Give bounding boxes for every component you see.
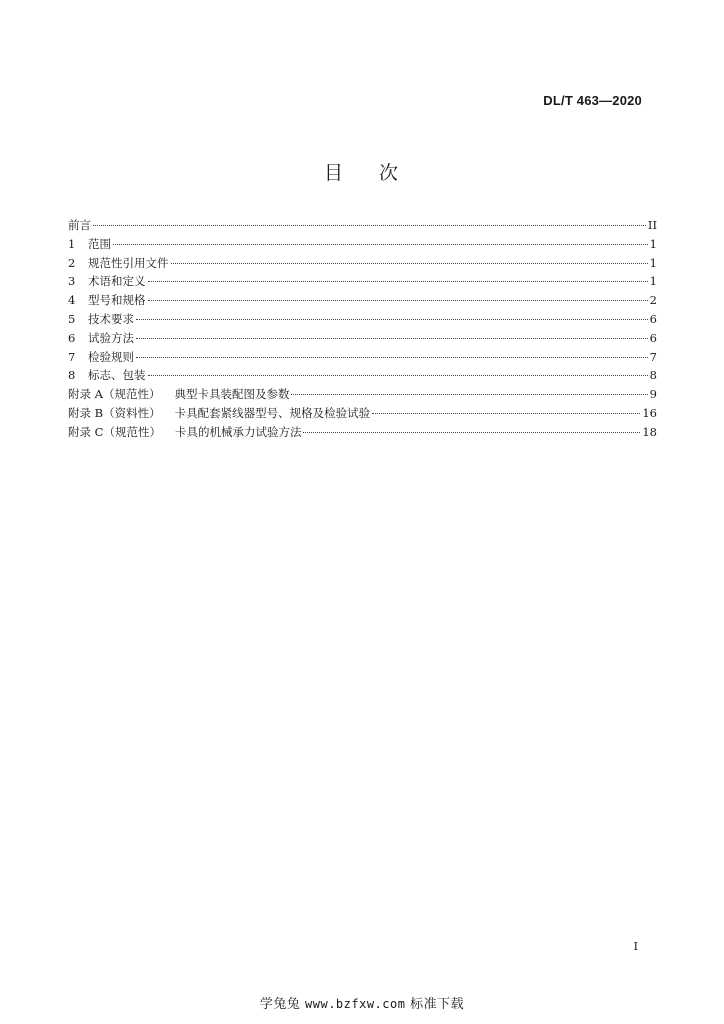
dot-leader bbox=[303, 432, 640, 433]
toc-entry-label: 典型卡具装配图及参数 bbox=[174, 387, 290, 402]
toc-entry-label: 卡具配套紧线器型号、规格及检验试验 bbox=[174, 405, 371, 420]
toc-entry-page: 1 bbox=[649, 274, 657, 289]
toc-entry-test-methods[interactable] bbox=[68, 329, 657, 348]
dot-leader bbox=[136, 357, 648, 358]
toc-entry-label: 型号和规格 bbox=[88, 293, 146, 308]
toc-entry-page: 1 bbox=[649, 236, 657, 251]
toc-entry-terms[interactable] bbox=[68, 272, 657, 291]
toc-entry-number: 5 bbox=[68, 311, 76, 326]
toc-entry-appendix-tag: 附录 C（规范性） bbox=[68, 424, 161, 439]
toc-entry-page: 6 bbox=[649, 330, 657, 345]
toc-entry-page: 9 bbox=[649, 387, 657, 402]
toc-entry-page: 16 bbox=[642, 405, 657, 420]
toc-entry-inspection-rules[interactable] bbox=[68, 348, 657, 367]
watermark-prefix: 学兔兔 bbox=[259, 997, 301, 1012]
toc-entry-marking-packaging[interactable] bbox=[68, 366, 657, 385]
dot-leader bbox=[148, 375, 648, 376]
toc-entry-number: 4 bbox=[68, 293, 76, 308]
toc-title-left: 目 bbox=[323, 162, 345, 184]
toc-entry-page: 8 bbox=[649, 368, 657, 383]
toc-entry-label: 技术要求 bbox=[88, 311, 134, 326]
toc-entry-label: 规范性引用文件 bbox=[88, 255, 169, 270]
dot-leader bbox=[148, 300, 648, 301]
dot-leader bbox=[372, 413, 640, 414]
toc-entry-page: 6 bbox=[649, 311, 657, 326]
dot-leader bbox=[171, 263, 648, 264]
toc-entry-foreword[interactable] bbox=[68, 216, 657, 235]
toc-entry-label: 术语和定义 bbox=[88, 274, 146, 289]
toc-entry-scope[interactable] bbox=[68, 235, 657, 254]
toc-title-right: 次 bbox=[379, 162, 401, 184]
toc-entry-normative-references[interactable] bbox=[68, 254, 657, 273]
dot-leader bbox=[136, 319, 648, 320]
dot-leader bbox=[136, 338, 648, 339]
toc-entry-page: 2 bbox=[649, 293, 657, 308]
toc-entry-appendix-b[interactable] bbox=[68, 404, 657, 423]
toc-entry-label: 标志、包装 bbox=[88, 368, 146, 383]
toc-entry-page: II bbox=[647, 218, 657, 232]
toc-entry-label: 试验方法 bbox=[88, 330, 134, 345]
toc-entry-page: 1 bbox=[649, 255, 657, 270]
dot-leader bbox=[93, 225, 646, 226]
watermark-url[interactable]: www.bzfxw.com bbox=[305, 997, 406, 1011]
dot-leader bbox=[291, 394, 647, 395]
toc-entry-label: 卡具的机械承力试验方法 bbox=[174, 424, 302, 439]
toc-entry-appendix-c[interactable] bbox=[68, 423, 657, 442]
watermark-suffix: 标准下载 bbox=[410, 997, 465, 1012]
toc-entry-appendix-tag: 附录 A（规范性） bbox=[68, 387, 161, 402]
toc-entry-number: 7 bbox=[68, 349, 76, 364]
toc-entry-number: 2 bbox=[68, 255, 76, 270]
toc-entry-page: 7 bbox=[649, 349, 657, 364]
toc-entry-number: 3 bbox=[68, 274, 76, 289]
toc-entry-number: 1 bbox=[68, 236, 76, 251]
toc-entry-label: 范围 bbox=[88, 236, 111, 251]
document-code: DL/T 463—2020 bbox=[543, 93, 642, 108]
toc-entry-appendix-a[interactable] bbox=[68, 385, 657, 404]
page-number: I bbox=[633, 940, 638, 953]
toc-entry-models[interactable] bbox=[68, 291, 657, 310]
toc-entry-page: 18 bbox=[642, 424, 657, 439]
toc-title bbox=[0, 158, 724, 185]
toc-entry-number: 8 bbox=[68, 368, 76, 383]
footer-watermark bbox=[0, 993, 724, 1012]
toc-entry-label: 检验规则 bbox=[88, 349, 134, 364]
table-of-contents bbox=[68, 216, 657, 442]
dot-leader bbox=[148, 281, 648, 282]
toc-entry-requirements[interactable] bbox=[68, 310, 657, 329]
toc-entry-label: 前言 bbox=[68, 218, 91, 232]
toc-entry-appendix-tag: 附录 B（资料性） bbox=[68, 405, 161, 420]
toc-entry-number: 6 bbox=[68, 330, 76, 345]
dot-leader bbox=[113, 244, 648, 245]
